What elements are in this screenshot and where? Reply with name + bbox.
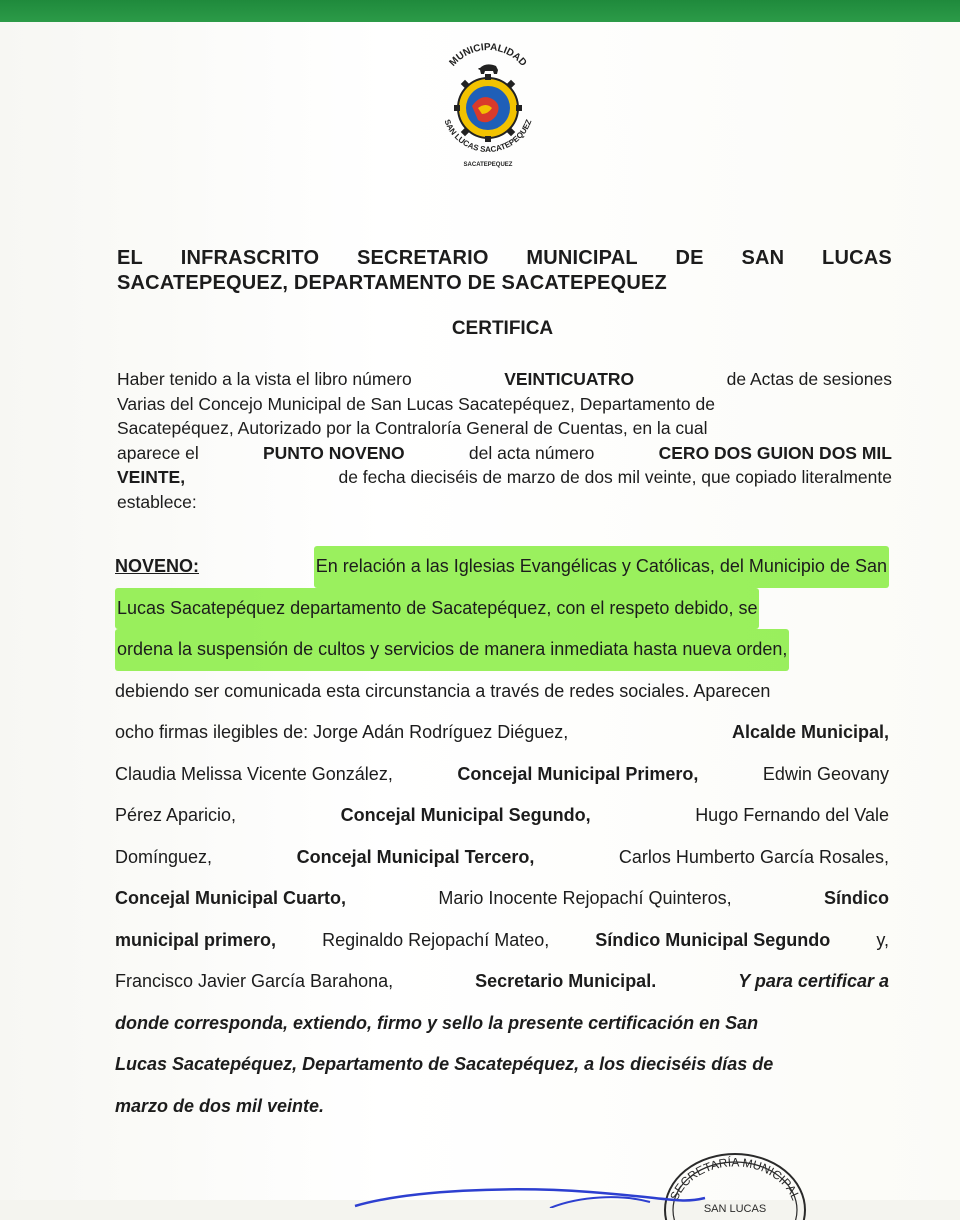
body-text: debiendo ser comunicada esta circunstancia a través de redes sociales. Aparecen bbox=[115, 680, 771, 701]
intro-line bbox=[117, 490, 892, 515]
body-text: ocho firmas ilegibles de: Jorge Adán Rodríguez Diéguez, bbox=[115, 722, 569, 742]
body-line bbox=[115, 754, 889, 796]
intro-line bbox=[117, 416, 892, 441]
intro-bold: VEINTICUATRO bbox=[504, 369, 635, 389]
intro-text: Sacatepéquez, Autorizado por la Contraloría General de Cuentas, en la cual bbox=[117, 418, 708, 438]
body-line bbox=[115, 1003, 889, 1045]
intro-bold: VEINTE, bbox=[117, 467, 186, 487]
intro-bold: CERO DOS GUION DOS MIL bbox=[658, 442, 892, 463]
body-line bbox=[115, 712, 889, 754]
heading-word: INFRASCRITO bbox=[180, 247, 320, 269]
closing-text: Lucas Sacatepéquez, Departamento de Sacatepéquez, a los dieciséis días de bbox=[115, 1054, 774, 1074]
heading-word: LUCAS bbox=[822, 247, 892, 269]
intro-text: de fecha dieciséis de marzo de dos mil veinte, que copiado literalmente bbox=[338, 467, 892, 487]
certifica-title: CERTIFICA bbox=[451, 318, 554, 339]
highlighted-text: En relación a las Iglesias Evangélicas y Católicas, del Municipio de San bbox=[314, 546, 889, 588]
intro-text: de Actas de sesiones bbox=[726, 369, 892, 389]
intro-text: Haber tenido a la vista el libro número bbox=[117, 369, 412, 389]
closing-text: Y para certificar a bbox=[738, 971, 889, 991]
intro-bold: PUNTO NOVENO bbox=[262, 442, 405, 463]
body-line bbox=[115, 878, 889, 920]
body-text: Claudia Melissa Vicente González, bbox=[115, 763, 393, 784]
logo-bottom-arc-text: SAN LUCAS SACATEPEQUEZ bbox=[442, 118, 534, 154]
body-text: Pérez Aparicio, bbox=[115, 805, 237, 825]
body-line bbox=[115, 546, 889, 588]
body-text: Francisco Javier García Barahona, bbox=[115, 971, 394, 991]
body-text: Mario Inocente Rejopachí Quinteros, bbox=[438, 888, 732, 908]
logo-subtext: SACATEPEQUEZ bbox=[463, 162, 513, 168]
body-line bbox=[115, 920, 889, 962]
body-text: y, bbox=[876, 929, 889, 950]
highlighted-text: ordena la suspensión de cultos y servicios de manera inmediata hasta nueva orden, bbox=[115, 629, 789, 671]
stamp-top-text: SECRETARÍA MUNICIPAL bbox=[667, 1155, 803, 1203]
body-text: Hugo Fernando del Vale bbox=[695, 805, 889, 825]
signature-scribble bbox=[350, 1168, 710, 1208]
document-heading bbox=[117, 246, 892, 296]
noveno-paragraph bbox=[115, 546, 889, 1127]
highlighted-text: Lucas Sacatepéquez departamento de Sacatepéquez, con el respeto debido, se bbox=[115, 588, 759, 630]
logo-arc-text: MUNICIPALIDAD bbox=[447, 41, 529, 69]
body-line bbox=[115, 588, 889, 630]
intro-line bbox=[117, 465, 892, 490]
role-title: Alcalde Municipal, bbox=[731, 722, 889, 742]
noveno-label: NOVENO: bbox=[115, 556, 200, 576]
role-title: municipal primero, bbox=[115, 929, 277, 950]
body-text: Edwin Geovany bbox=[762, 763, 889, 784]
body-line bbox=[115, 837, 889, 879]
body-text: Carlos Humberto García Rosales, bbox=[618, 846, 889, 867]
role-title: Síndico Municipal Segundo bbox=[595, 929, 831, 950]
body-line bbox=[115, 961, 889, 1003]
closing-text: marzo de dos mil veinte. bbox=[115, 1095, 325, 1116]
body-line bbox=[115, 629, 889, 671]
heading-word: MUNICIPAL bbox=[526, 247, 638, 269]
heading-line-1 bbox=[117, 246, 892, 271]
body-line bbox=[115, 1044, 889, 1086]
role-title: Concejal Municipal Primero, bbox=[457, 763, 699, 784]
closing-text: donde corresponda, extiendo, firmo y sello la presente certificación en San bbox=[115, 1012, 759, 1033]
role-title: Concejal Municipal Segundo, bbox=[340, 805, 591, 825]
intro-text: establece: bbox=[117, 491, 197, 512]
body-text: Domínguez, bbox=[115, 846, 213, 867]
intro-text: del acta número bbox=[468, 442, 595, 463]
intro-line bbox=[117, 367, 892, 392]
intro-text: aparece el bbox=[117, 442, 199, 463]
body-line bbox=[115, 1086, 889, 1128]
heading-word: DE bbox=[675, 247, 704, 269]
intro-paragraph bbox=[117, 367, 892, 514]
intro-text: Varias del Concejo Municipal de San Lucas Sacatepéquez, Departamento de bbox=[117, 393, 715, 414]
role-title: Síndico bbox=[823, 888, 889, 908]
intro-line bbox=[117, 392, 892, 417]
heading-word: SECRETARIO bbox=[356, 247, 489, 269]
role-title: Secretario Municipal. bbox=[475, 971, 657, 991]
heading-line-2: SACATEPEQUEZ, DEPARTAMENTO DE SACATEPEQUEZ bbox=[117, 272, 667, 294]
heading-word: SAN bbox=[741, 247, 785, 269]
body-line bbox=[115, 795, 889, 837]
role-title: Concejal Municipal Cuarto, bbox=[115, 888, 347, 908]
stamp-bottom-text: SAN LUCAS bbox=[703, 1203, 767, 1215]
intro-line bbox=[117, 441, 892, 466]
body-text: Reginaldo Rejopachí Mateo, bbox=[322, 929, 550, 950]
heading-word: EL bbox=[117, 247, 143, 269]
municipality-logo bbox=[428, 36, 548, 176]
body-line bbox=[115, 671, 889, 713]
role-title: Concejal Municipal Tercero, bbox=[296, 846, 535, 867]
